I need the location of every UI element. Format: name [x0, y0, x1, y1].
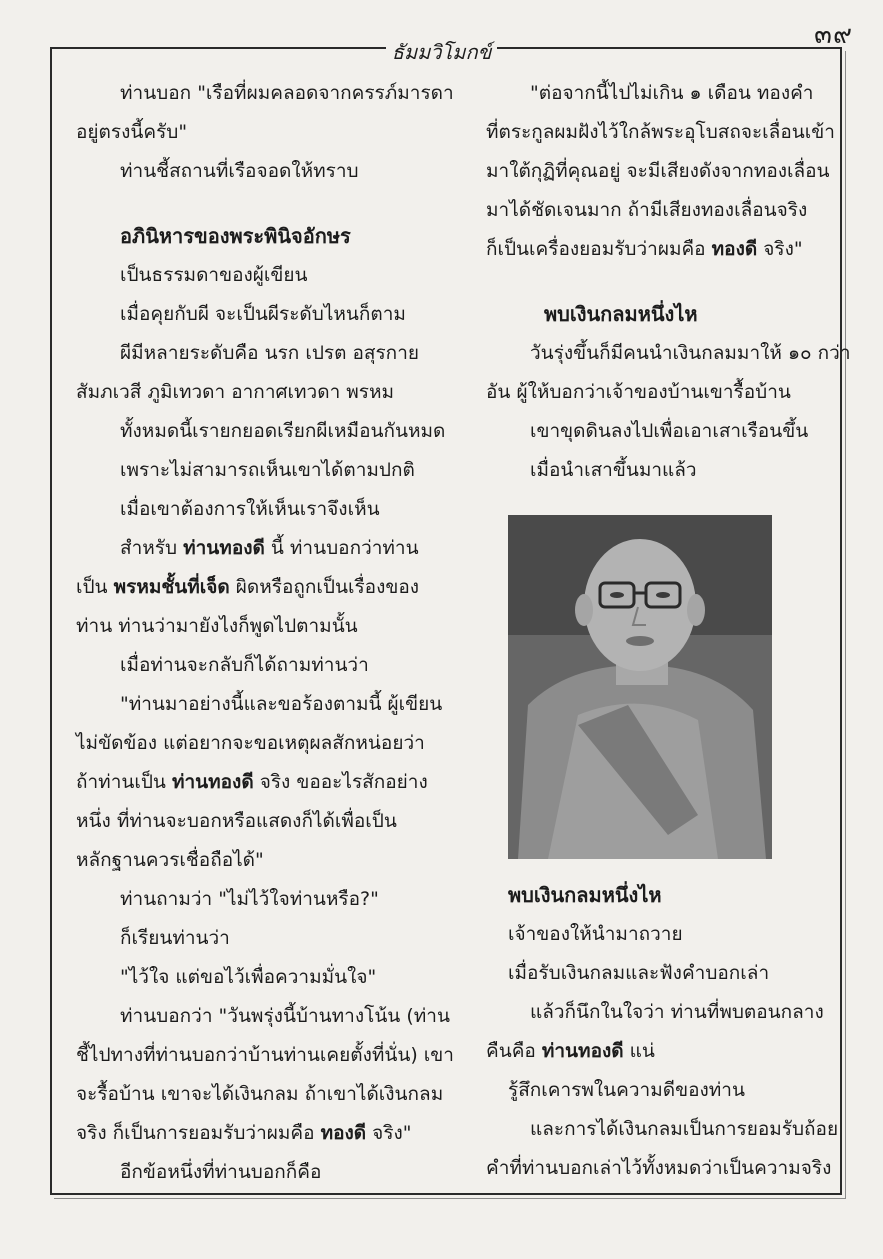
portrait-illustration	[508, 515, 772, 859]
text-line: เมื่อรับเงินกลมและฟังคำบอกเล่า	[508, 962, 770, 984]
text-line: ผีมีหลายระดับคือ นรก เปรต อสุรกาย	[120, 342, 419, 364]
text-line: "ไว้ใจ แต่ขอไว้เพื่อความมั่นใจ"	[120, 966, 377, 988]
text-line	[76, 568, 434, 607]
text-run: คืนคือ	[486, 1040, 542, 1062]
text-run: ก็เป็นเครื่องยอมรับว่าผมคือ	[486, 238, 712, 260]
text-line: ที่ตระกูลผมฝังไว้ใกล้พระอุโบสถจะเลื่อนเข้า	[486, 121, 835, 143]
name-emphasis: ทองดี	[711, 238, 758, 260]
text-line: คำที่ท่านบอกเล่าไว้ทั้งหมดว่าเป็นความจริง	[486, 1157, 832, 1179]
text-line: ไม่ขัดข้อง แต่อยากจะขอเหตุผลสักหน่อยว่า	[76, 732, 425, 754]
text-line: "ต่อจากนี้ไปไม่เกิน ๑ เดือน ทองคำ	[530, 82, 814, 104]
text-run: นี้ ท่านบอกว่าท่าน	[264, 537, 419, 559]
text-run: จริง"	[366, 1122, 412, 1144]
text-line: เพราะไม่สามารถเห็นเขาได้ตามปกติ	[120, 459, 415, 481]
text-run: จริง ขออะไรสักอย่าง	[253, 771, 428, 793]
text-line: ท่านชี้สถานที่เรือจอดให้ทราบ	[120, 160, 359, 182]
text-line: แล้วก็นึกในใจว่า ท่านที่พบตอนกลาง	[530, 1001, 824, 1023]
text-line	[76, 529, 434, 568]
page-number: ๓๙	[814, 20, 853, 50]
text-line: ท่านบอกว่า "วันพรุ่งนี้บ้านทางโน้น (ท่าน	[120, 1005, 450, 1027]
text-line: เป็นธรรมดาของผู้เขียน	[120, 264, 308, 286]
text-line: หลักฐานควรเชื่อถือได้"	[76, 849, 264, 871]
text-run: จริง ก็เป็นการยอมรับว่าผมคือ	[76, 1122, 321, 1144]
text-line: วันรุ่งขึ้นก็มีคนนำเงินกลมมาให้ ๑๐ กว่า	[530, 342, 851, 364]
text-line: และการได้เงินกลมเป็นการยอมรับถ้อย	[530, 1118, 839, 1140]
text-run: ถ้าท่านเป็น	[76, 771, 172, 793]
name-emphasis: ท่านทองดี	[171, 771, 254, 793]
text-line: ท่านบอก "เรือที่ผมคลอดจากครรภ์มารดา	[120, 82, 454, 104]
spacer	[486, 269, 818, 295]
right-column-lower	[486, 876, 839, 1188]
text-line: ชี้ไปทางที่ท่านบอกว่าบ้านท่านเคยตั้งที่นั่น) เขา	[76, 1044, 454, 1066]
text-run: จริง"	[757, 238, 803, 260]
text-line: ก็เรียนท่านว่า	[120, 927, 230, 949]
text-line: เมื่อนำเสาขึ้นมาแล้ว	[530, 459, 697, 481]
name-emphasis: ท่านทองดี	[541, 1040, 624, 1062]
section-heading: พบเงินกลมหนึ่งไห	[544, 302, 698, 326]
text-line: รู้สึกเคารพในความดีของท่าน	[508, 1079, 745, 1101]
text-line	[486, 1032, 828, 1071]
name-emphasis: ทองดี	[320, 1122, 367, 1144]
text-line: จะรื้อบ้าน เขาจะได้เงินกลม ถ้าเขาได้เงินกลม	[76, 1083, 444, 1105]
text-line	[76, 1114, 434, 1153]
right-column	[486, 74, 851, 490]
text-line	[486, 230, 818, 269]
text-line	[76, 763, 434, 802]
text-line: ท่าน ท่านว่ามายังไงก็พูดไปตามนั้น	[76, 615, 358, 637]
text-line: เมื่อคุยกับผี จะเป็นผีระดับไหนก็ตาม	[120, 303, 406, 325]
running-head	[0, 36, 883, 68]
text-line: อัน ผู้ให้บอกว่าเจ้าของบ้านเขารื้อบ้าน	[486, 381, 791, 403]
text-line: มาใต้กุฏิที่คุณอยู่ จะมีเสียงดังจากทองเลื่อน	[486, 160, 830, 182]
text-line: ท่านถามว่า "ไม่ไว้ใจท่านหรือ?"	[120, 888, 379, 910]
text-run: ผิดหรือถูกเป็นเรื่องของ	[229, 576, 420, 598]
name-emphasis: ท่านทองดี	[183, 537, 265, 559]
text-line: หนึ่ง ที่ท่านจะบอกหรือแสดงก็ได้เพื่อเป็น	[76, 810, 397, 832]
section-heading: พบเงินกลมหนึ่งไห	[508, 883, 662, 907]
text-run: เป็น	[76, 576, 114, 598]
text-line: เจ้าของให้นำมาถวาย	[508, 923, 683, 945]
section-heading: อภินิหารของพระพินิจอักษร	[120, 224, 351, 248]
text-line: ทั้งหมดนี้เรายกยอดเรียกผีเหมือนกันหมด	[120, 420, 446, 442]
spacer	[76, 191, 434, 217]
text-line: สัมภเวสี ภูมิเทวดา อากาศเทวดา พรหม	[76, 381, 395, 403]
text-line: อยู่ตรงนี้ครับ"	[76, 121, 188, 143]
text-line: เขาขุดดินลงไปเพื่อเอาเสาเรือนขึ้น	[530, 420, 809, 442]
text-line: "ท่านมาอย่างนี้และขอร้องตามนี้ ผู้เขียน	[120, 693, 443, 715]
name-emphasis: พรหมชั้นที่เจ็ด	[113, 576, 230, 598]
text-run: แน่	[623, 1040, 655, 1062]
monk-portrait-photo	[508, 515, 772, 859]
text-line: มาได้ชัดเจนมาก ถ้ามีเสียงทองเลื่อนจริง	[486, 199, 808, 221]
text-line: อีกข้อหนึ่งที่ท่านบอกก็คือ	[120, 1161, 322, 1183]
left-column	[76, 74, 454, 1192]
text-line: เมื่อท่านจะกลับก็ได้ถามท่านว่า	[120, 654, 369, 676]
running-head-title: ธัมมวิโมกข์	[386, 36, 498, 68]
text-line: เมื่อเขาต้องการให้เห็นเราจึงเห็น	[120, 498, 380, 520]
text-run: สำหรับ	[120, 537, 184, 559]
